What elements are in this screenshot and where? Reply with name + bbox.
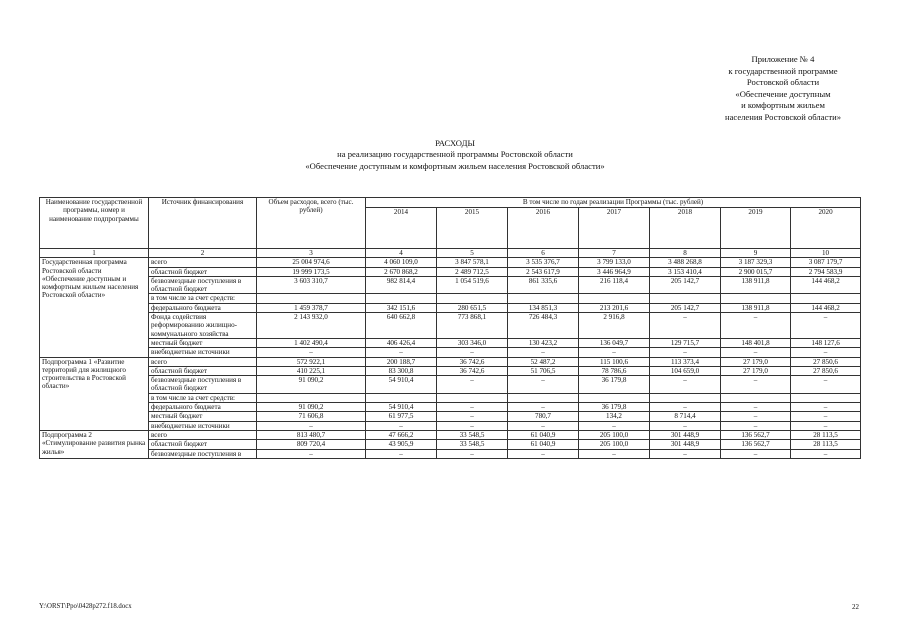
year-value-cell: 36 742,6 xyxy=(437,366,508,375)
year-value-cell: 129 715,7 xyxy=(650,338,721,347)
year-value-cell: 205 100,0 xyxy=(579,440,650,449)
program-name-cell: Государственная программа Ростовской области «Обеспечение доступным и комфортным жильем населения Ростовской области» xyxy=(40,258,149,357)
year-value-cell: – xyxy=(437,403,508,412)
year-value-cell: 3 535 376,7 xyxy=(508,258,579,267)
year-value-cell: – xyxy=(437,412,508,421)
year-value-cell: 148 127,6 xyxy=(791,338,861,347)
year-value-cell: 61 977,5 xyxy=(366,412,437,421)
total-cell: 1 402 490,4 xyxy=(257,338,366,347)
year-value-cell: 36 179,8 xyxy=(579,403,650,412)
table-row xyxy=(40,303,861,312)
year-value-cell: 3 799 133,0 xyxy=(579,258,650,267)
year-value-cell: – xyxy=(791,449,861,458)
year-value-cell: – xyxy=(508,348,579,357)
funding-source-cell: местный бюджет xyxy=(149,338,257,347)
year-value-cell: 27 850,6 xyxy=(791,357,861,366)
year-value-cell: 2 794 583,9 xyxy=(791,267,861,276)
year-value-cell xyxy=(721,393,791,402)
document-title xyxy=(205,138,705,172)
table-row xyxy=(40,276,861,294)
year-value-cell: – xyxy=(650,421,721,430)
year-value-cell: 47 666,2 xyxy=(366,430,437,439)
year-value-cell: 301 448,9 xyxy=(650,440,721,449)
funding-source-cell: федерального бюджета xyxy=(149,403,257,412)
year-value-cell: 27 850,6 xyxy=(791,366,861,375)
year-value-cell: 61 040,9 xyxy=(508,440,579,449)
table-row xyxy=(40,449,861,458)
table-row xyxy=(40,412,861,421)
total-cell: 71 606,8 xyxy=(257,412,366,421)
year-value-cell: 138 911,8 xyxy=(721,276,791,294)
appendix-line: Ростовской области xyxy=(746,77,820,88)
year-value-cell xyxy=(366,294,437,303)
year-value-cell: 138 911,8 xyxy=(721,303,791,312)
year-value-cell: 33 548,5 xyxy=(437,430,508,439)
year-value-cell: – xyxy=(437,421,508,430)
table-row xyxy=(40,366,861,375)
year-value-cell: 144 468,2 xyxy=(791,276,861,294)
year-value-cell: 726 484,3 xyxy=(508,313,579,339)
year-value-cell xyxy=(650,393,721,402)
header-total: Объем расходов, всего (тыс. рублей) xyxy=(257,198,366,249)
year-value-cell: 205 142,7 xyxy=(650,303,721,312)
funding-source-cell: в том числе за счет средств: xyxy=(149,393,257,402)
column-number: 6 xyxy=(508,249,579,258)
year-value-cell: – xyxy=(437,449,508,458)
table-row xyxy=(40,430,861,439)
appendix-line: и комфортным жильем xyxy=(741,100,825,111)
column-number: 2 xyxy=(149,249,257,258)
year-value-cell: – xyxy=(508,421,579,430)
column-number: 7 xyxy=(579,249,650,258)
total-cell: 813 480,7 xyxy=(257,430,366,439)
year-value-cell: 33 548,5 xyxy=(437,440,508,449)
year-value-cell xyxy=(721,294,791,303)
year-value-cell: 200 188,7 xyxy=(366,357,437,366)
total-cell: 91 090,2 xyxy=(257,376,366,394)
year-value-cell: 280 651,5 xyxy=(437,303,508,312)
funding-source-cell: областной бюджет xyxy=(149,366,257,375)
table-row xyxy=(40,421,861,430)
table-row xyxy=(40,376,861,394)
column-number-row xyxy=(40,249,861,258)
year-value-cell: 303 346,0 xyxy=(437,338,508,347)
year-value-cell: 51 706,5 xyxy=(508,366,579,375)
year-value-cell: 4 060 109,0 xyxy=(366,258,437,267)
table-row xyxy=(40,393,861,402)
year-value-cell: 406 426,4 xyxy=(366,338,437,347)
year-value-cell: 861 335,6 xyxy=(508,276,579,294)
year-value-cell: – xyxy=(508,449,579,458)
year-value-cell: 301 448,9 xyxy=(650,430,721,439)
year-value-cell: – xyxy=(579,348,650,357)
year-value-cell: – xyxy=(721,348,791,357)
year-value-cell: 52 487,2 xyxy=(508,357,579,366)
year-value-cell: – xyxy=(791,348,861,357)
total-cell: 809 720,4 xyxy=(257,440,366,449)
file-path: Y:\ORST\Ppo\0428p272.f18.docx xyxy=(39,603,132,610)
year-value-cell: 2 489 712,5 xyxy=(437,267,508,276)
table-row xyxy=(40,440,861,449)
funding-source-cell: всего xyxy=(149,357,257,366)
funding-source-cell: безвозмездные поступления в областной бюджет xyxy=(149,276,257,294)
year-value-cell: – xyxy=(791,376,861,394)
year-value-cell: 205 142,7 xyxy=(650,276,721,294)
title-line: «Обеспечение доступным и комфортным жильем населения Ростовской области» xyxy=(305,160,605,171)
column-number: 9 xyxy=(721,249,791,258)
column-number: 3 xyxy=(257,249,366,258)
year-value-cell: 205 100,0 xyxy=(579,430,650,439)
header-source: Источник финансирования xyxy=(149,198,257,249)
total-cell: – xyxy=(257,449,366,458)
funding-source-cell: внебюджетные источники xyxy=(149,421,257,430)
total-cell: 572 922,1 xyxy=(257,357,366,366)
year-value-cell xyxy=(508,294,579,303)
funding-source-cell: внебюджетные источники xyxy=(149,348,257,357)
total-cell: 25 004 974,6 xyxy=(257,258,366,267)
year-value-cell: 28 113,5 xyxy=(791,430,861,439)
title-heading: РАСХОДЫ xyxy=(435,138,475,148)
total-cell: 19 999 173,5 xyxy=(257,267,366,276)
funding-source-cell: федерального бюджета xyxy=(149,303,257,312)
year-value-cell: 2 916,8 xyxy=(579,313,650,339)
funding-source-cell: в том числе за счет средств: xyxy=(149,294,257,303)
year-value-cell xyxy=(791,294,861,303)
year-value-cell: – xyxy=(721,403,791,412)
year-value-cell: – xyxy=(721,376,791,394)
table-row xyxy=(40,267,861,276)
funding-source-cell: безвозмездные поступления в xyxy=(149,449,257,458)
year-value-cell: 982 814,4 xyxy=(366,276,437,294)
year-value-cell: 136 049,7 xyxy=(579,338,650,347)
year-value-cell: 28 113,5 xyxy=(791,440,861,449)
funding-source-cell: всего xyxy=(149,258,257,267)
year-value-cell: 3 488 268,8 xyxy=(650,258,721,267)
year-value-cell: – xyxy=(650,348,721,357)
total-cell: – xyxy=(257,421,366,430)
year-value-cell xyxy=(579,294,650,303)
column-number: 8 xyxy=(650,249,721,258)
year-value-cell: – xyxy=(579,449,650,458)
title-line: на реализацию государственной программы Ростовской области xyxy=(337,149,573,160)
header-year: 2019 xyxy=(721,208,791,249)
year-value-cell: – xyxy=(366,348,437,357)
year-value-cell: 2 670 868,2 xyxy=(366,267,437,276)
expenditure-table xyxy=(39,197,861,459)
year-value-cell: 136 562,7 xyxy=(721,430,791,439)
year-value-cell: 3 187 329,3 xyxy=(721,258,791,267)
year-value-cell: – xyxy=(721,313,791,339)
year-value-cell: 36 742,6 xyxy=(437,357,508,366)
header-year: 2020 xyxy=(791,208,861,249)
year-value-cell: 3 847 578,1 xyxy=(437,258,508,267)
year-value-cell: 134,2 xyxy=(579,412,650,421)
year-value-cell: 115 100,6 xyxy=(579,357,650,366)
program-name-cell: Подпрограмма 2 «Стимулирование развития рынка жилья» xyxy=(40,430,149,458)
column-number: 1 xyxy=(40,249,149,258)
header-year: 2018 xyxy=(650,208,721,249)
funding-source-cell: безвозмездные поступления в областной бюджет xyxy=(149,376,257,394)
year-value-cell: 342 151,6 xyxy=(366,303,437,312)
total-cell: 1 459 378,7 xyxy=(257,303,366,312)
year-value-cell: – xyxy=(579,421,650,430)
header-year: 2014 xyxy=(366,208,437,249)
year-value-cell: 773 868,1 xyxy=(437,313,508,339)
year-value-cell: 83 300,8 xyxy=(366,366,437,375)
appendix-line: к государственной программе xyxy=(728,65,838,76)
year-value-cell: – xyxy=(650,313,721,339)
year-value-cell: 216 118,4 xyxy=(579,276,650,294)
year-value-cell: 27 179,0 xyxy=(721,366,791,375)
program-name-cell: Подпрограмма 1 «Развитие территорий для жилищного строительства в Ростовской области» xyxy=(40,357,149,430)
year-value-cell: – xyxy=(366,449,437,458)
year-value-cell: – xyxy=(437,348,508,357)
year-value-cell xyxy=(437,294,508,303)
appendix-line: «Обеспечение доступным xyxy=(735,88,831,99)
appendix-note xyxy=(693,54,873,124)
header-years-group: В том числе по годам реализации Программы (тыс. рублей) xyxy=(366,198,861,208)
year-value-cell: – xyxy=(721,412,791,421)
page-number: 22 xyxy=(852,603,859,611)
funding-source-cell: местный бюджет xyxy=(149,412,257,421)
year-value-cell: 148 401,8 xyxy=(721,338,791,347)
column-number: 4 xyxy=(366,249,437,258)
year-value-cell: 78 786,6 xyxy=(579,366,650,375)
year-value-cell: 3 153 410,4 xyxy=(650,267,721,276)
year-value-cell: 2 543 617,9 xyxy=(508,267,579,276)
total-cell: – xyxy=(257,348,366,357)
year-value-cell: 43 905,9 xyxy=(366,440,437,449)
funding-source-cell: областной бюджет xyxy=(149,440,257,449)
column-number: 10 xyxy=(791,249,861,258)
year-value-cell: – xyxy=(366,421,437,430)
year-value-cell: 104 659,0 xyxy=(650,366,721,375)
table-row xyxy=(40,258,861,267)
year-value-cell: 144 468,2 xyxy=(791,303,861,312)
year-value-cell: – xyxy=(437,376,508,394)
year-value-cell xyxy=(437,393,508,402)
year-value-cell: – xyxy=(508,403,579,412)
year-value-cell: – xyxy=(650,449,721,458)
year-value-cell: 113 373,4 xyxy=(650,357,721,366)
year-value-cell: 3 446 964,9 xyxy=(579,267,650,276)
table-row xyxy=(40,294,861,303)
funding-source-cell: областной бюджет xyxy=(149,267,257,276)
year-value-cell: 54 910,4 xyxy=(366,376,437,394)
appendix-line: населения Ростовской области» xyxy=(724,111,841,122)
table-body xyxy=(40,258,861,459)
column-number: 5 xyxy=(437,249,508,258)
year-value-cell xyxy=(579,393,650,402)
header-name: Наименование государственной программы, номер и наименование подпрограммы xyxy=(40,198,149,249)
year-value-cell: 136 562,7 xyxy=(721,440,791,449)
total-cell: 3 603 310,7 xyxy=(257,276,366,294)
year-value-cell: – xyxy=(721,449,791,458)
total-cell xyxy=(257,294,366,303)
table-row xyxy=(40,357,861,366)
year-value-cell: 2 900 015,7 xyxy=(721,267,791,276)
year-value-cell: – xyxy=(791,403,861,412)
total-cell: 91 090,2 xyxy=(257,403,366,412)
year-value-cell: 27 179,0 xyxy=(721,357,791,366)
year-value-cell: 36 179,8 xyxy=(579,376,650,394)
year-value-cell: 780,7 xyxy=(508,412,579,421)
header-year: 2017 xyxy=(579,208,650,249)
year-value-cell: – xyxy=(791,412,861,421)
year-value-cell: 54 910,4 xyxy=(366,403,437,412)
year-value-cell: 134 851,3 xyxy=(508,303,579,312)
header-year: 2015 xyxy=(437,208,508,249)
funding-source-cell: всего xyxy=(149,430,257,439)
year-value-cell xyxy=(366,393,437,402)
table-row xyxy=(40,313,861,339)
header-year: 2016 xyxy=(508,208,579,249)
year-value-cell: 61 040,9 xyxy=(508,430,579,439)
year-value-cell xyxy=(508,393,579,402)
year-value-cell: – xyxy=(791,313,861,339)
table-row xyxy=(40,348,861,357)
year-value-cell: 3 087 179,7 xyxy=(791,258,861,267)
table-row xyxy=(40,338,861,347)
total-cell: 410 225,1 xyxy=(257,366,366,375)
appendix-line: Приложение № 4 xyxy=(751,54,815,64)
year-value-cell: 130 423,2 xyxy=(508,338,579,347)
year-value-cell: 640 662,8 xyxy=(366,313,437,339)
year-value-cell: 8 714,4 xyxy=(650,412,721,421)
total-cell xyxy=(257,393,366,402)
year-value-cell xyxy=(791,393,861,402)
year-value-cell: – xyxy=(650,403,721,412)
year-value-cell: – xyxy=(508,376,579,394)
year-value-cell: – xyxy=(721,421,791,430)
year-value-cell: 1 054 519,6 xyxy=(437,276,508,294)
table-row xyxy=(40,403,861,412)
funding-source-cell: Фонда содействия реформированию жилищно-коммунального хозяйства xyxy=(149,313,257,339)
year-value-cell: – xyxy=(650,376,721,394)
total-cell: 2 143 932,0 xyxy=(257,313,366,339)
year-value-cell: 213 201,6 xyxy=(579,303,650,312)
year-value-cell xyxy=(650,294,721,303)
year-value-cell: – xyxy=(791,421,861,430)
